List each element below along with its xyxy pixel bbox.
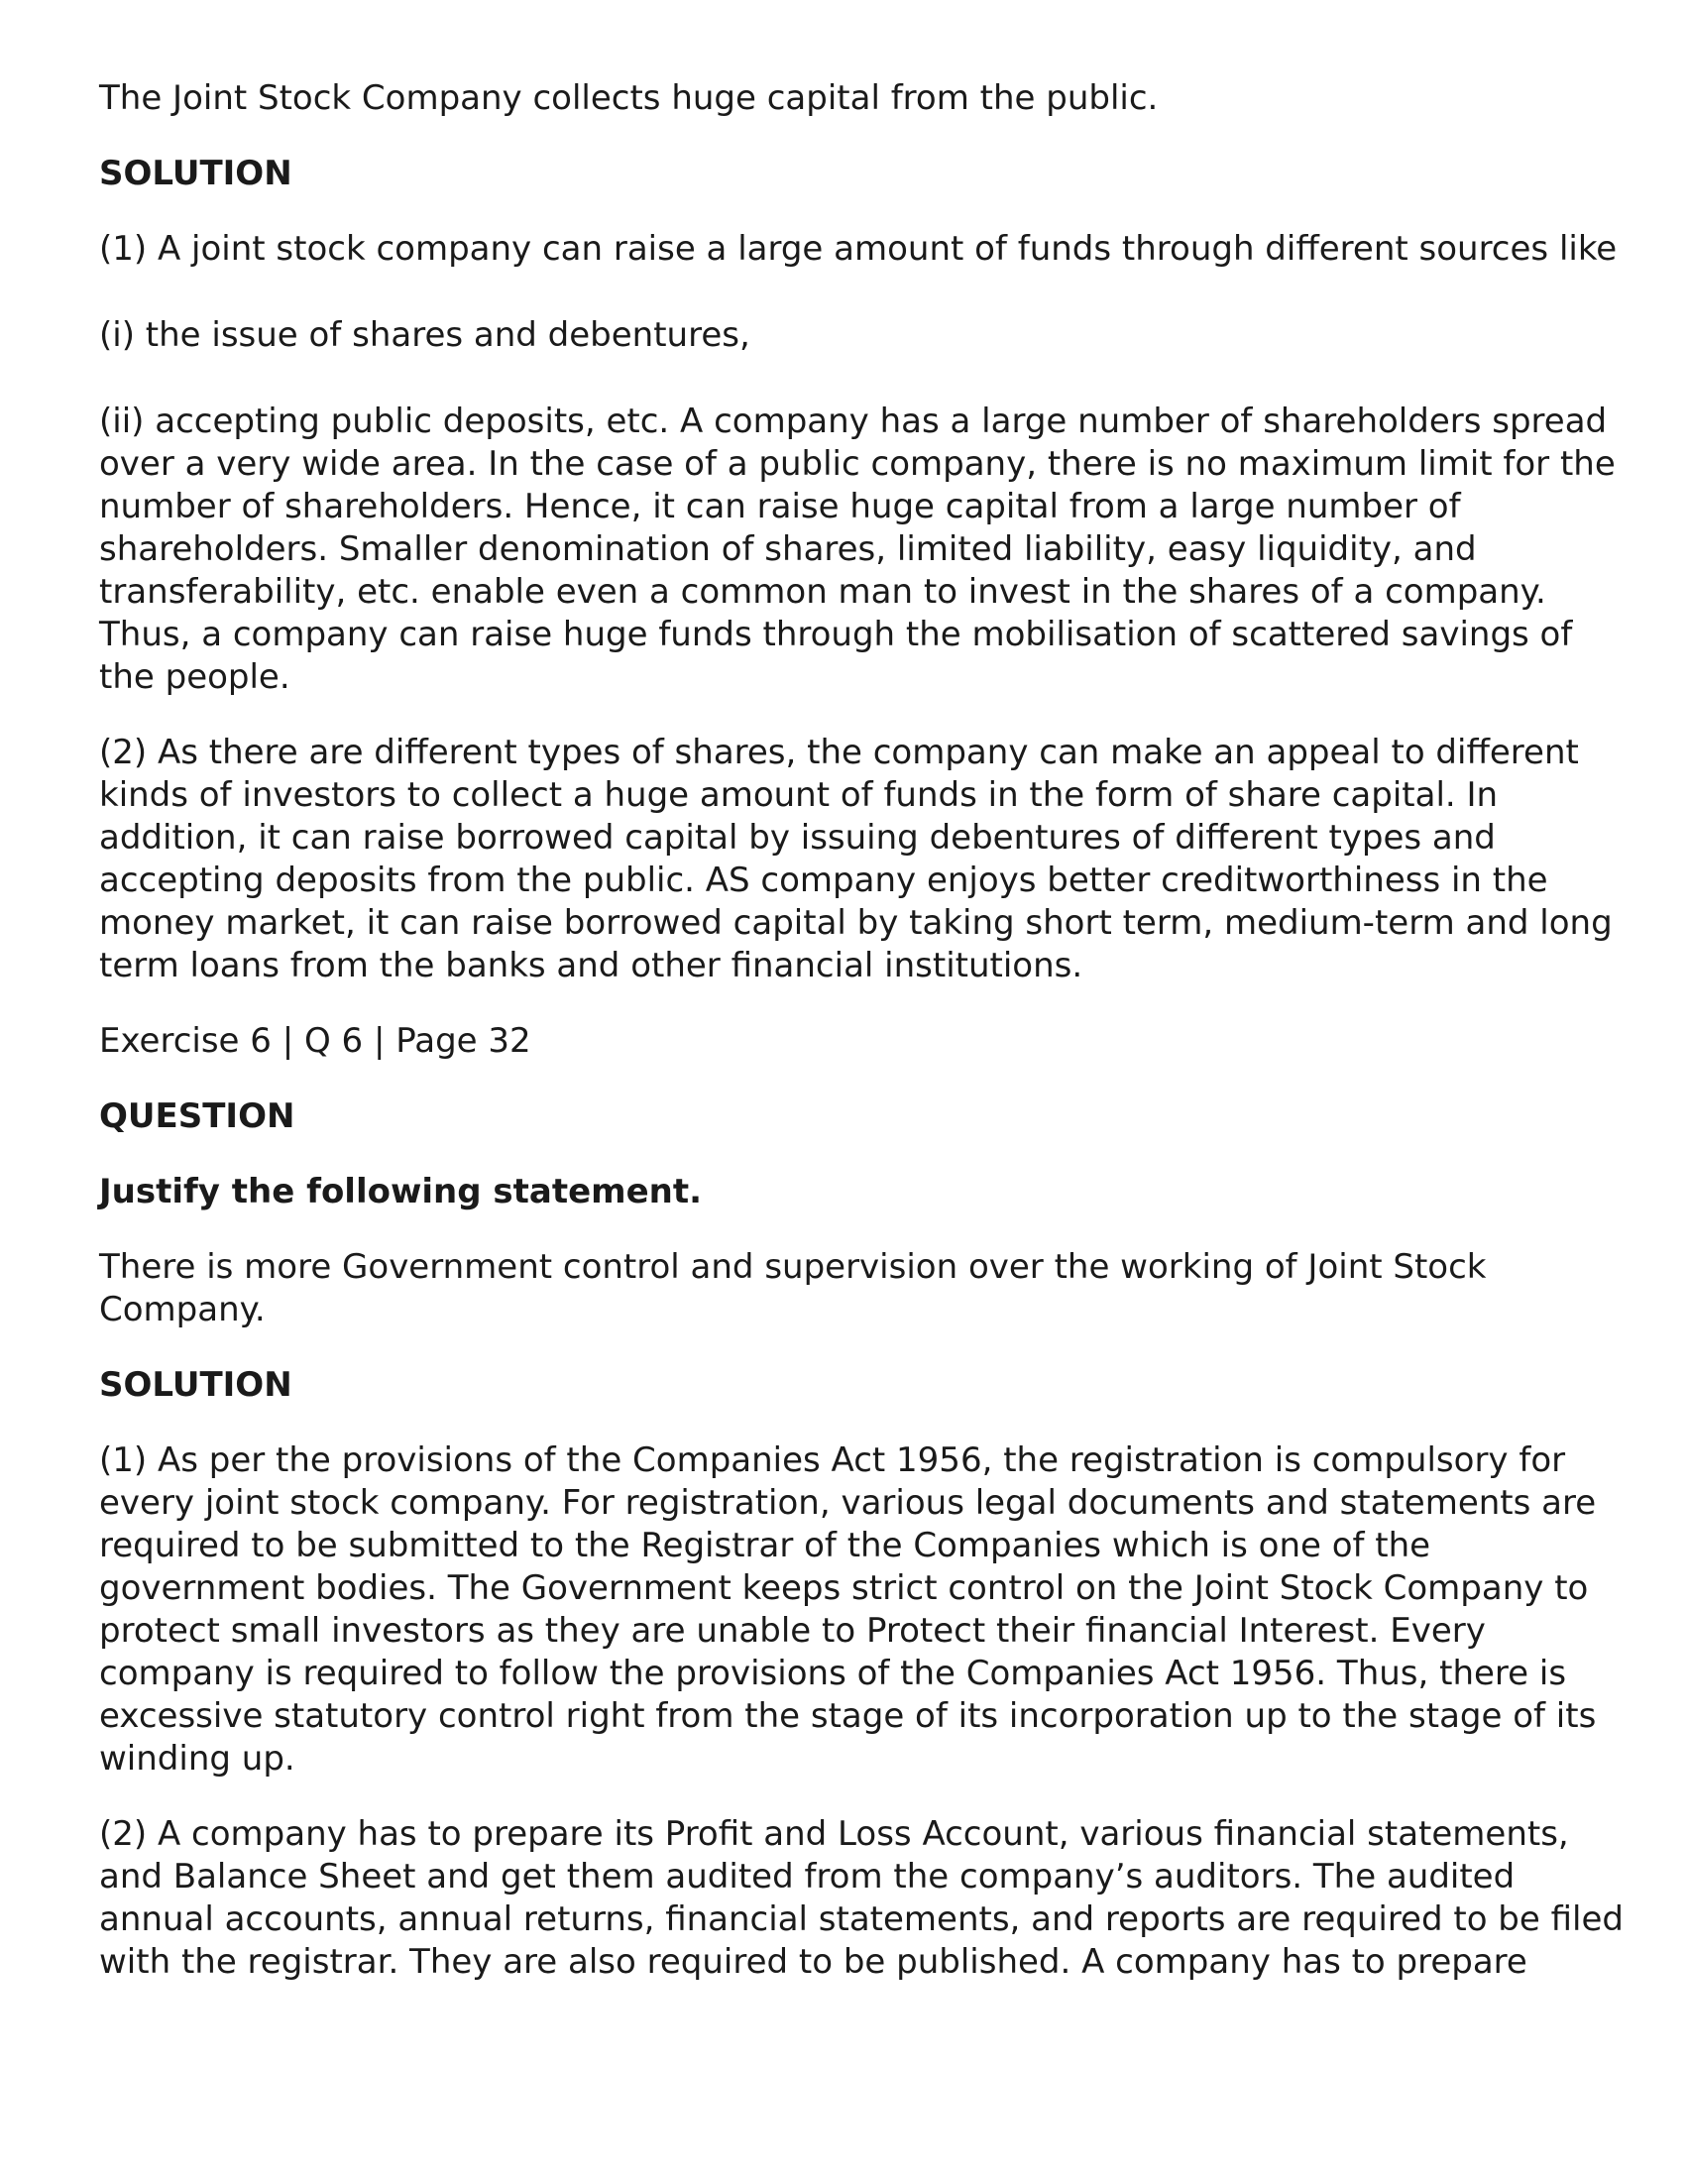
question-instruction: Justify the following statement. <box>99 1172 703 1211</box>
solution-paragraph: (2) As there are different types of shares, the company can make an appeal to different kinds of investors to collect a huge amount of funds in the form of share capital. In addition, it can raise borrowed capital by issuing debentures of different types and accepting deposits from the public. AS company enjoys better creditworthiness in the money market, it can raise borrowed capital by taking short term, medium-term and long term loans from the banks and other financial institutions. <box>99 733 1613 985</box>
exercise-reference: Exercise 6 | Q 6 | Page 32 <box>99 1021 531 1061</box>
solution-paragraph: (i) the issue of shares and debentures, <box>99 315 750 355</box>
solution-paragraph: (1) As per the provisions of the Companies Act 1956, the registration is compulsory for every joint stock company. For registration, various legal documents and statements are required to be submitted to the Registrar of the Companies which is one of the government bodies. The Government keeps strict control on the Joint Stock Company to protect small investors as they are unable to Protect their financial Interest. Every company is required to follow the provisions of the Companies Act 1956. Thus, there is excessive statutory control right from the stage of its incorporation up to the stage of its winding up. <box>99 1440 1597 1779</box>
solution-heading: SOLUTION <box>99 1365 292 1405</box>
intro-statement: The Joint Stock Company collects huge capital from the public. <box>99 78 1159 118</box>
solution-paragraph: (ii) accepting public deposits, etc. A company has a large number of shareholders spread over a very wide area. In the case of a public company, there is no maximum limit for the number of shareholders. Hence, it can raise huge capital from a large number of shareholders. Smaller denomination of shares, limited liability, easy liquidity, and transferability, etc. enable even a common man to invest in the shares of a company. Thus, a company can raise huge funds through the mobilisation of scattered savings of the people. <box>99 402 1616 697</box>
solution-paragraph: (1) A joint stock company can raise a large amount of funds through different sources like <box>99 229 1618 269</box>
document-page <box>99 77 1626 2016</box>
solution-paragraph: (2) A company has to prepare its Profit and Loss Account, various financial statements, and Balance Sheet and get them audited from the company’s auditors. The audited annual accounts, annual returns, financial statements, and reports are required to be filed with the registrar. They are also required to be published. A company has to prepare <box>99 1814 1624 1982</box>
question-statement: There is more Government control and supervision over the working of Joint Stock Company. <box>99 1247 1487 1329</box>
solution-heading: SOLUTION <box>99 154 292 193</box>
question-heading: QUESTION <box>99 1096 295 1136</box>
